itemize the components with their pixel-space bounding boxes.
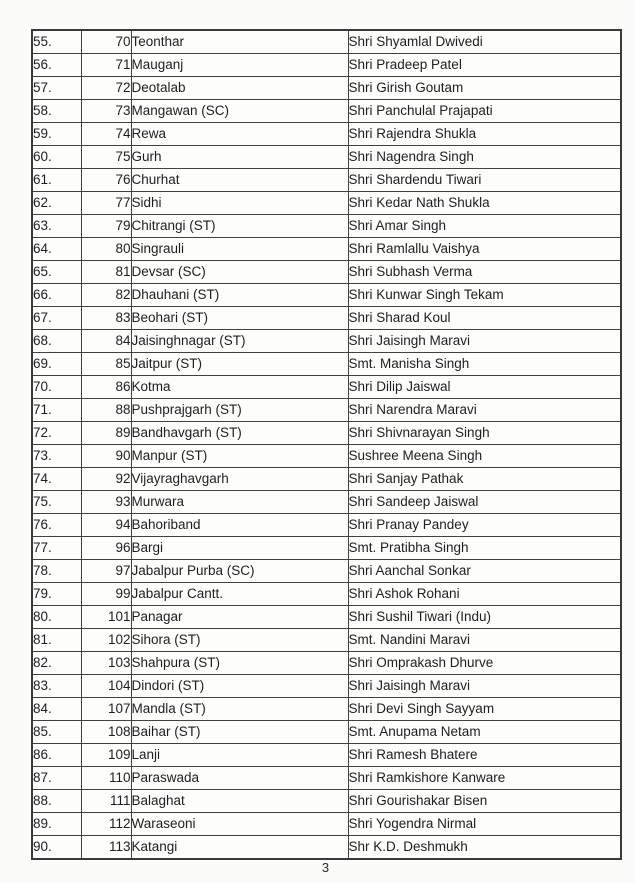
serial-number-cell: 62. — [32, 192, 81, 215]
serial-number-cell: 84. — [32, 698, 81, 721]
table-row — [32, 537, 621, 560]
table-row — [32, 813, 621, 836]
table-row — [32, 675, 621, 698]
constituency-number-cell: 86 — [81, 376, 131, 399]
candidate-name-cell: Shri Pradeep Patel — [348, 54, 621, 77]
serial-number-cell: 88. — [32, 790, 81, 813]
table-row — [32, 54, 621, 77]
candidate-name-cell: Shri Sushil Tiwari (Indu) — [348, 606, 621, 629]
constituency-name-cell: Singrauli — [131, 238, 348, 261]
constituency-number-cell: 99 — [81, 583, 131, 606]
candidate-name-cell: Shri Dilip Jaiswal — [348, 376, 621, 399]
candidate-name-cell: Shri Kunwar Singh Tekam — [348, 284, 621, 307]
candidate-name-cell: Shri Nagendra Singh — [348, 146, 621, 169]
serial-number-cell: 73. — [32, 445, 81, 468]
candidate-name-cell: Shri Sanjay Pathak — [348, 468, 621, 491]
serial-number-cell: 76. — [32, 514, 81, 537]
constituency-number-cell: 93 — [81, 491, 131, 514]
serial-number-cell: 90. — [32, 836, 81, 860]
constituency-name-cell: Paraswada — [131, 767, 348, 790]
constituency-name-cell: Kotma — [131, 376, 348, 399]
constituency-name-cell: Mauganj — [131, 54, 348, 77]
table-row — [32, 77, 621, 100]
constituency-number-cell: 103 — [81, 652, 131, 675]
constituency-number-cell: 82 — [81, 284, 131, 307]
serial-number-cell: 55. — [32, 30, 81, 54]
table-row — [32, 330, 621, 353]
constituency-number-cell: 77 — [81, 192, 131, 215]
constituency-number-cell: 110 — [81, 767, 131, 790]
table-row — [32, 721, 621, 744]
serial-number-cell: 68. — [32, 330, 81, 353]
table-row — [32, 192, 621, 215]
serial-number-cell: 80. — [32, 606, 81, 629]
serial-number-cell: 75. — [32, 491, 81, 514]
candidate-name-cell: Shri Yogendra Nirmal — [348, 813, 621, 836]
constituency-number-cell: 102 — [81, 629, 131, 652]
table-row — [32, 353, 621, 376]
constituency-number-cell: 109 — [81, 744, 131, 767]
table-row — [32, 169, 621, 192]
serial-number-cell: 65. — [32, 261, 81, 284]
serial-number-cell: 56. — [32, 54, 81, 77]
constituency-name-cell: Panagar — [131, 606, 348, 629]
candidate-name-cell: Shri Rajendra Shukla — [348, 123, 621, 146]
serial-number-cell: 57. — [32, 77, 81, 100]
constituency-number-cell: 79 — [81, 215, 131, 238]
constituency-number-cell: 94 — [81, 514, 131, 537]
constituency-name-cell: Bargi — [131, 537, 348, 560]
candidate-name-cell: Shri Ramesh Bhatere — [348, 744, 621, 767]
table-row — [32, 284, 621, 307]
constituency-number-cell: 101 — [81, 606, 131, 629]
constituency-name-cell: Jaitpur (ST) — [131, 353, 348, 376]
serial-number-cell: 69. — [32, 353, 81, 376]
table-row — [32, 744, 621, 767]
table-row — [32, 583, 621, 606]
constituency-name-cell: Murwara — [131, 491, 348, 514]
candidate-name-cell: Shri Gourishakar Bisen — [348, 790, 621, 813]
serial-number-cell: 85. — [32, 721, 81, 744]
constituency-number-cell: 76 — [81, 169, 131, 192]
candidate-name-cell: Shri Girish Goutam — [348, 77, 621, 100]
serial-number-cell: 78. — [32, 560, 81, 583]
constituency-name-cell: Dhauhani (ST) — [131, 284, 348, 307]
constituency-name-cell: Manpur (ST) — [131, 445, 348, 468]
constituency-name-cell: Bahoriband — [131, 514, 348, 537]
constituency-number-cell: 70 — [81, 30, 131, 54]
constituency-number-cell: 84 — [81, 330, 131, 353]
candidate-name-cell: Shri Ramlallu Vaishya — [348, 238, 621, 261]
table-row — [32, 100, 621, 123]
constituency-name-cell: Waraseoni — [131, 813, 348, 836]
constituency-number-cell: 92 — [81, 468, 131, 491]
constituency-name-cell: Deotalab — [131, 77, 348, 100]
constituency-name-cell: Gurh — [131, 146, 348, 169]
constituency-number-cell: 73 — [81, 100, 131, 123]
serial-number-cell: 89. — [32, 813, 81, 836]
table-row — [32, 491, 621, 514]
serial-number-cell: 60. — [32, 146, 81, 169]
candidates-table — [31, 29, 622, 860]
candidate-name-cell: Shri Pranay Pandey — [348, 514, 621, 537]
constituency-name-cell: Chitrangi (ST) — [131, 215, 348, 238]
serial-number-cell: 59. — [32, 123, 81, 146]
constituency-number-cell: 75 — [81, 146, 131, 169]
candidate-name-cell: Shri Ramkishore Kanware — [348, 767, 621, 790]
constituency-name-cell: Bandhavgarh (ST) — [131, 422, 348, 445]
candidate-name-cell: Shri Jaisingh Maravi — [348, 675, 621, 698]
candidate-name-cell: Shri Kedar Nath Shukla — [348, 192, 621, 215]
serial-number-cell: 66. — [32, 284, 81, 307]
constituency-number-cell: 80 — [81, 238, 131, 261]
constituency-number-cell: 88 — [81, 399, 131, 422]
serial-number-cell: 79. — [32, 583, 81, 606]
table-row — [32, 30, 621, 54]
constituency-name-cell: Jabalpur Cantt. — [131, 583, 348, 606]
constituency-number-cell: 113 — [81, 836, 131, 860]
serial-number-cell: 63. — [32, 215, 81, 238]
serial-number-cell: 87. — [32, 767, 81, 790]
constituency-name-cell: Balaghat — [131, 790, 348, 813]
page-number: 3 — [321, 860, 330, 875]
candidate-name-cell: Smt. Nandini Maravi — [348, 629, 621, 652]
candidate-name-cell: Shri Shardendu Tiwari — [348, 169, 621, 192]
table-row — [32, 146, 621, 169]
candidate-name-cell: Shri Shivnarayan Singh — [348, 422, 621, 445]
candidate-name-cell: Shri Narendra Maravi — [348, 399, 621, 422]
table-row — [32, 307, 621, 330]
constituency-name-cell: Beohari (ST) — [131, 307, 348, 330]
constituency-name-cell: Dindori (ST) — [131, 675, 348, 698]
candidate-name-cell: Shri Aanchal Sonkar — [348, 560, 621, 583]
constituency-name-cell: Rewa — [131, 123, 348, 146]
candidate-name-cell: Shr K.D. Deshmukh — [348, 836, 621, 860]
table-row — [32, 652, 621, 675]
table-row — [32, 836, 621, 860]
constituency-name-cell: Teonthar — [131, 30, 348, 54]
candidate-name-cell: Shri Subhash Verma — [348, 261, 621, 284]
table-row — [32, 629, 621, 652]
constituency-number-cell: 90 — [81, 445, 131, 468]
constituency-name-cell: Mandla (ST) — [131, 698, 348, 721]
table-row — [32, 560, 621, 583]
table-row — [32, 215, 621, 238]
constituency-number-cell: 112 — [81, 813, 131, 836]
table-row — [32, 606, 621, 629]
candidate-name-cell: Smt. Anupama Netam — [348, 721, 621, 744]
serial-number-cell: 58. — [32, 100, 81, 123]
table-row — [32, 261, 621, 284]
constituency-number-cell: 74 — [81, 123, 131, 146]
serial-number-cell: 61. — [32, 169, 81, 192]
constituency-number-cell: 89 — [81, 422, 131, 445]
table-row — [32, 514, 621, 537]
constituency-number-cell: 96 — [81, 537, 131, 560]
constituency-name-cell: Jaisinghnagar (ST) — [131, 330, 348, 353]
candidate-name-cell: Shri Shyamlal Dwivedi — [348, 30, 621, 54]
candidate-name-cell: Shri Panchulal Prajapati — [348, 100, 621, 123]
table-row — [32, 790, 621, 813]
constituency-name-cell: Jabalpur Purba (SC) — [131, 560, 348, 583]
constituency-number-cell: 107 — [81, 698, 131, 721]
constituency-number-cell: 71 — [81, 54, 131, 77]
serial-number-cell: 64. — [32, 238, 81, 261]
table-row — [32, 698, 621, 721]
table-row — [32, 422, 621, 445]
serial-number-cell: 86. — [32, 744, 81, 767]
table-row — [32, 445, 621, 468]
constituency-number-cell: 111 — [81, 790, 131, 813]
table-row — [32, 123, 621, 146]
constituency-number-cell: 97 — [81, 560, 131, 583]
constituency-name-cell: Devsar (SC) — [131, 261, 348, 284]
serial-number-cell: 71. — [32, 399, 81, 422]
constituency-name-cell: Sihora (ST) — [131, 629, 348, 652]
candidate-name-cell: Smt. Manisha Singh — [348, 353, 621, 376]
serial-number-cell: 81. — [32, 629, 81, 652]
constituency-name-cell: Vijayraghavgarh — [131, 468, 348, 491]
candidate-name-cell: Shri Sharad Koul — [348, 307, 621, 330]
table-row — [32, 376, 621, 399]
table-row — [32, 238, 621, 261]
serial-number-cell: 77. — [32, 537, 81, 560]
constituency-number-cell: 83 — [81, 307, 131, 330]
table-row — [32, 767, 621, 790]
candidate-name-cell: Shri Sandeep Jaiswal — [348, 491, 621, 514]
candidate-name-cell: Shri Amar Singh — [348, 215, 621, 238]
candidate-name-cell: Shri Devi Singh Sayyam — [348, 698, 621, 721]
constituency-name-cell: Churhat — [131, 169, 348, 192]
table-row — [32, 468, 621, 491]
serial-number-cell: 74. — [32, 468, 81, 491]
constituency-name-cell: Shahpura (ST) — [131, 652, 348, 675]
serial-number-cell: 82. — [32, 652, 81, 675]
candidate-name-cell: Shri Jaisingh Maravi — [348, 330, 621, 353]
serial-number-cell: 67. — [32, 307, 81, 330]
constituency-name-cell: Sidhi — [131, 192, 348, 215]
serial-number-cell: 70. — [32, 376, 81, 399]
constituency-number-cell: 81 — [81, 261, 131, 284]
serial-number-cell: 83. — [32, 675, 81, 698]
constituency-name-cell: Mangawan (SC) — [131, 100, 348, 123]
table-row — [32, 399, 621, 422]
candidate-name-cell: Shri Omprakash Dhurve — [348, 652, 621, 675]
candidate-name-cell: Sushree Meena Singh — [348, 445, 621, 468]
constituency-name-cell: Lanji — [131, 744, 348, 767]
table-body — [32, 30, 621, 859]
serial-number-cell: 72. — [32, 422, 81, 445]
constituency-name-cell: Baihar (ST) — [131, 721, 348, 744]
constituency-number-cell: 72 — [81, 77, 131, 100]
constituency-number-cell: 104 — [81, 675, 131, 698]
constituency-name-cell: Pushprajgarh (ST) — [131, 399, 348, 422]
constituency-number-cell: 108 — [81, 721, 131, 744]
candidate-name-cell: Shri Ashok Rohani — [348, 583, 621, 606]
constituency-name-cell: Katangi — [131, 836, 348, 860]
constituency-number-cell: 85 — [81, 353, 131, 376]
candidate-name-cell: Smt. Pratibha Singh — [348, 537, 621, 560]
